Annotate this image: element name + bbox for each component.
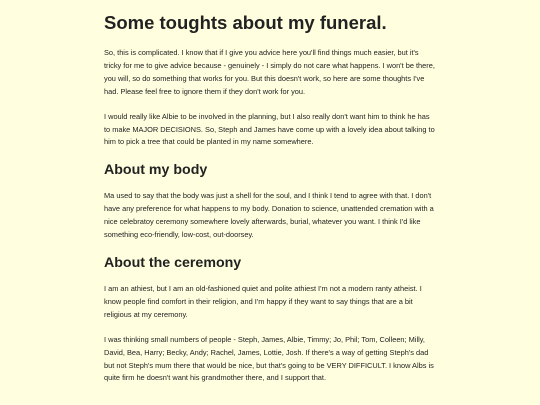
intro-paragraph-2: I would really like Albie to be involved in the planning, but I also really don't want him to think he has to make MAJOR DECISIONS. So, Steph and James have come up with a lovely idea about talking to him to pick a tree that could be planted in my name somewhere.: [104, 111, 435, 147]
page-title: Some toughts about my funeral.: [104, 12, 387, 33]
section-heading-about-the-ceremony: About the ceremony: [104, 254, 242, 271]
intro-paragraph-1: So, this is complicated. I know that if I give you advice here you'll find things much easier, but it's tricky for me to give advice because - genuinely - I simply do not care what happens. I won't be there, you will, so do something that works for you. But this doesn't work, so here are some thoughts I've had. Please feel free to ignore them if they don't work for you.: [104, 48, 435, 96]
ceremony-section-paragraph-2: I was thinking small numbers of people - Steph, James, Albie, Timmy; Jo, Phil; Tom, Colleen; Milly, David, Bea, Harry; Becky, Andy; Rachel, James, Lottie, Josh. If there's a way of getting Steph's dad but not Steph's mum there that would be nice, but that's going to be VERY DIFFICULT. I know Albs is quite firm he doesn't want his grandmother there, and I support that.: [104, 334, 434, 383]
section-heading-about-my-body: About my body: [104, 162, 208, 179]
body-section-paragraph-1: Ma used to say that the body was just a shell for the soul, and I think I tend to agree with that. I don't have any preference for what happens to my body. Donation to science, unattended cremation with a nice celebratoy ceremony somewhere lovely afterwards, burial, whatever you want. I think I'd like something eco-friendly, low-cost, out-doorsey.: [104, 191, 434, 240]
document-content: [104, 12, 436, 385]
ceremony-section-paragraph-1: I am an athiest, but I am an old-fashioned quiet and polite athiest I'm not a modern ranty atheist. I know people find comfort in their religion, and I'm happy if they want to say things that are a bit religious at my ceremony.: [104, 283, 422, 319]
